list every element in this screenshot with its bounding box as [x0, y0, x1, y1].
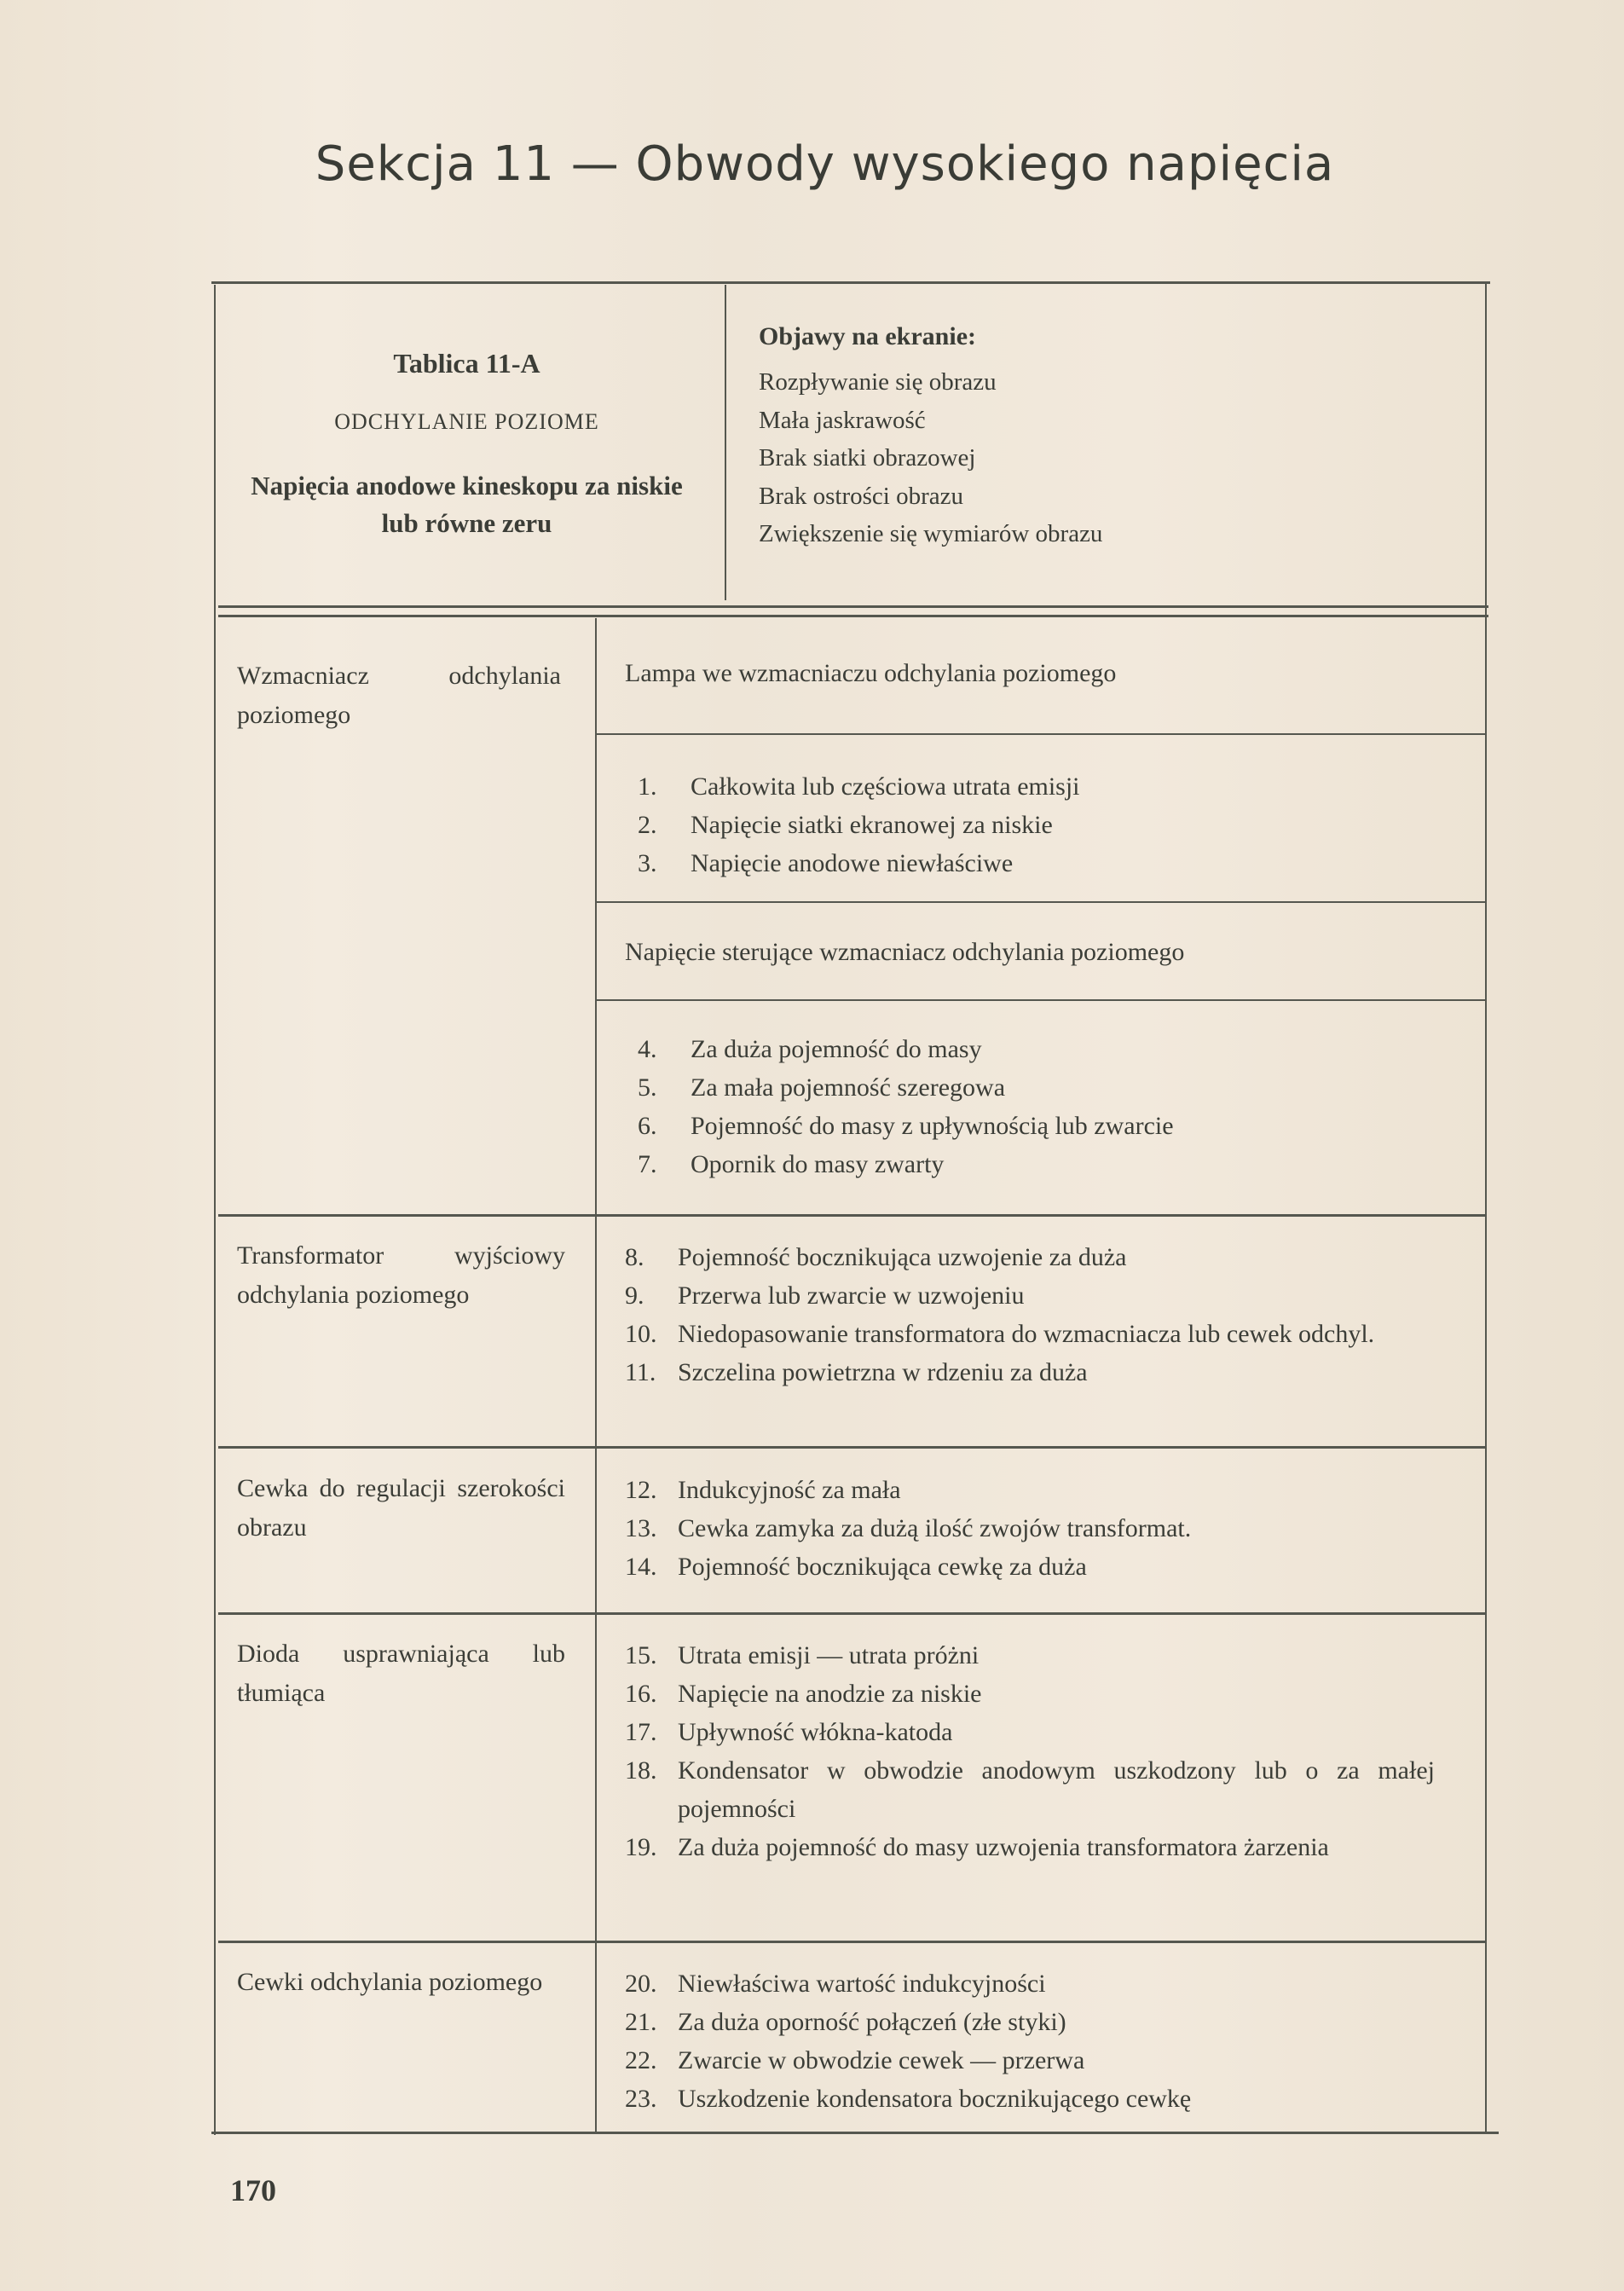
row-rule [218, 1446, 1485, 1449]
fault-list [625, 1471, 1435, 1586]
row-rule [218, 1214, 1485, 1217]
fault-item: 1. Całkowita lub częściowa utrata emisji [638, 772, 1080, 801]
fault-item: 23. Uszkodzenie kondensatora bocznikującego cewkę [625, 2085, 1192, 2113]
fault-item: 18. Kondensator w obwodzie anodowym uszkodzony lub o za małej pojemności [625, 1756, 1435, 1823]
fault-item: 10. Niedopasowanie transformatora do wzmacniacza lub cewek odchyl. [625, 1320, 1375, 1348]
fault-item: 17. Upływność włókna-katoda [625, 1718, 953, 1746]
symptom-item: Brak siatki obrazowej [759, 444, 976, 472]
component-cell: Wzmacniacz odchylania poziomego [237, 662, 561, 729]
group-rule [597, 999, 1485, 1001]
symptoms-block [759, 322, 1441, 553]
fault-item: 13. Cewka zamyka za dużą ilość zwojów transformat. [625, 1514, 1192, 1542]
symptom-item: Mała jaskrawość [759, 406, 926, 434]
fault-item: 11. Szczelina powietrzna w rdzeniu za duża [625, 1358, 1088, 1386]
component-cell: Dioda usprawniająca lub tłumiąca [237, 1640, 565, 1707]
fault-item: 22. Zwarcie w obwodzie cewek — przerwa [625, 2046, 1085, 2074]
group-heading: Napięcie sterujące wzmacniacz odchylania poziomego [625, 938, 1185, 966]
group-heading: Lampa we wzmacniaczu odchylania poziomego [625, 659, 1117, 687]
table-description: Napięcia anodowe kineskopu za niskie lub równe zeru [251, 471, 683, 538]
header-divider [725, 285, 726, 600]
table-header-left [222, 281, 712, 597]
fault-item: 8. Pojemność bocznikująca uzwojenie za duża [625, 1243, 1127, 1271]
group-rule [597, 901, 1485, 903]
fault-item: 3. Napięcie anodowe niewłaściwe [638, 849, 1014, 877]
page-title: Sekcja 11 — Obwody wysokiego napięcia [315, 136, 1335, 192]
table-bottom-rule [211, 2132, 1499, 2134]
fault-item: 5. Za mała pojemność szeregowa [638, 1073, 1006, 1102]
fault-list [638, 767, 1448, 882]
symptom-item: Brak ostrości obrazu [759, 482, 963, 510]
fault-item: 16. Napięcie na anodzie za niskie [625, 1680, 982, 1708]
fault-list [625, 1636, 1435, 1866]
page-number: 170 [230, 2173, 276, 2207]
row-rule [218, 1941, 1485, 1943]
fault-item: 2. Napięcie siatki ekranowej za niskie [638, 811, 1053, 839]
header-double-rule-1 [218, 605, 1488, 608]
fault-item: 20. Niewłaściwa wartość indukcyjności [625, 1970, 1046, 1998]
body-divider [595, 618, 597, 2132]
fault-item: 4. Za duża pojemność do masy [638, 1035, 982, 1063]
symptom-item: Zwiększenie się wymiarów obrazu [759, 520, 1103, 547]
fault-item: 7. Opornik do masy zwarty [638, 1150, 945, 1178]
fault-item: 21. Za duża oporność połączeń (złe styki) [625, 2008, 1066, 2036]
header-double-rule-2 [218, 615, 1488, 617]
table-left-rule [214, 285, 216, 2135]
group-rule [597, 733, 1485, 735]
fault-list [625, 1964, 1435, 2118]
fault-item: 19. Za duża pojemność do masy uzwojenia transformatora żarzenia [625, 1833, 1329, 1861]
component-cell: Transformator wyjściowy odchylania poziomego [237, 1241, 565, 1309]
fault-item: 14. Pojemność bocznikująca cewkę za duża [625, 1553, 1087, 1581]
fault-item: 9. Przerwa lub zwarcie w uzwojeniu [625, 1281, 1025, 1310]
symptoms-title: Objawy na ekranie: [759, 322, 976, 350]
symptom-item: Rozpływanie się obrazu [759, 368, 997, 396]
table-right-rule [1485, 281, 1487, 2132]
fault-item: 12. Indukcyjność za mała [625, 1476, 901, 1504]
row-rule [218, 1612, 1485, 1615]
table-number: Tablica 11-A [393, 348, 540, 379]
fault-list [638, 1030, 1448, 1183]
fault-item: 6. Pojemność do masy z upływnością lub zwarcie [638, 1112, 1174, 1140]
table-subject: ODCHYLANIE POZIOME [334, 409, 599, 434]
fault-list [625, 1238, 1435, 1391]
component-cell: Cewka do regulacji szerokości obrazu [237, 1474, 565, 1542]
component-cell: Cewki odchylania poziomego [237, 1968, 543, 1996]
fault-item: 15. Utrata emisji — utrata próżni [625, 1641, 980, 1669]
